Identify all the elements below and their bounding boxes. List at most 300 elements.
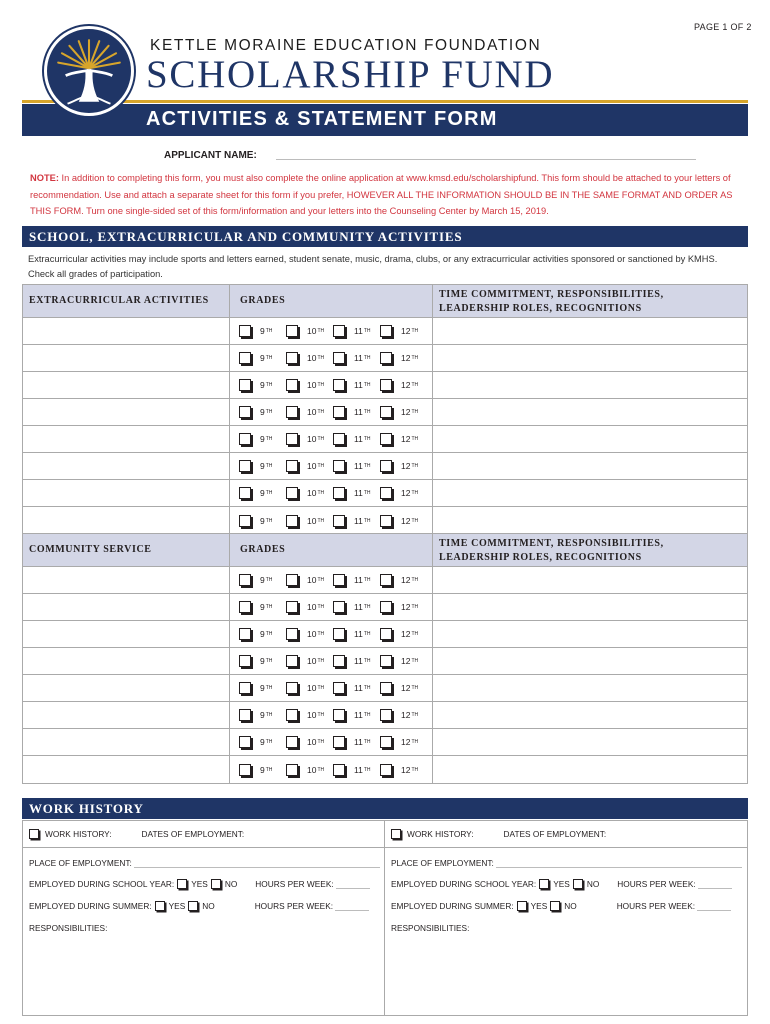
grade-option [380,736,427,748]
grades-cell [230,426,433,452]
grade-suffix: TH [317,355,325,361]
activity-name-cell[interactable] [23,480,230,506]
commitment-cell[interactable] [433,702,747,728]
activity-name-cell[interactable] [23,702,230,728]
grade-label: 10 [307,326,317,336]
grade-checkbox[interactable] [333,379,345,391]
grade-checkbox[interactable] [239,574,251,586]
grade-checkbox[interactable] [380,764,392,776]
grade-option [286,628,333,640]
hours-per-week-field[interactable] [697,902,731,911]
summer-label: EMPLOYED DURING SUMMER: [29,901,152,911]
grades-cell [230,480,433,506]
grade-suffix: TH [317,409,325,415]
form-title-bar [22,104,748,136]
grade-label: 9 [260,407,265,417]
grade-suffix: TH [265,517,273,524]
grade-checkbox[interactable] [286,406,298,418]
grade-option [286,709,333,721]
place-of-employment-field[interactable] [134,859,380,868]
hours-per-week-label: HOURS PER WEEK: [616,901,696,911]
grade-checkbox[interactable] [380,574,392,586]
grade-checkbox[interactable] [286,574,298,586]
activity-name-cell[interactable] [23,399,230,425]
grade-label: 11 [354,602,363,612]
grade-option [380,601,427,613]
commitment-cell[interactable] [433,345,747,371]
grade-checkbox[interactable] [380,460,392,472]
grade-option [286,764,333,776]
grade-label: 10 [307,353,317,363]
grades-cell [230,594,433,620]
grade-option [286,601,333,613]
grade-label: 9 [260,380,265,390]
grade-suffix: TH [265,631,273,637]
grade-label: 11 [354,575,363,585]
table-row [23,621,747,648]
grade-option [239,574,286,586]
activity-name-cell[interactable] [23,594,230,620]
grade-option [286,433,333,445]
grade-option [333,628,380,640]
applicant-name-field[interactable] [276,159,696,160]
grade-suffix: TH [265,490,273,496]
grade-label: 11 [354,515,363,526]
school-year-yes-checkbox[interactable] [539,879,549,889]
grade-suffix: TH [411,517,419,524]
commitment-cell[interactable] [433,648,747,674]
grade-suffix: TH [411,328,419,334]
table-row [23,372,747,399]
grade-option [380,487,427,499]
grade-option [239,764,286,776]
hours-per-week-field[interactable] [335,902,369,911]
yes-label: YES [191,879,208,889]
applicant-name-label: APPLICANT NAME: [164,150,257,161]
commitment-cell[interactable] [433,426,747,452]
grade-checkbox[interactable] [239,628,251,640]
grade-option [380,764,427,776]
summer-yes-checkbox[interactable] [517,901,527,911]
grade-label: 9 [260,629,265,639]
grade-option [380,406,427,418]
hours-per-week-label: HOURS PER WEEK: [617,879,696,889]
commitment-col-header [433,534,747,566]
commitment-cell[interactable] [433,621,747,647]
grade-suffix: TH [363,739,371,745]
grade-suffix: TH [411,658,419,664]
grade-suffix: TH [411,739,419,745]
grade-option [239,655,286,667]
grade-label: 10 [307,380,317,390]
grade-suffix: TH [317,604,325,610]
commitment-cell[interactable] [433,318,747,344]
summer-yes-checkbox[interactable] [155,901,165,911]
grade-label: 10 [307,710,317,720]
grade-checkbox[interactable] [239,736,251,748]
grade-checkbox[interactable] [333,736,345,748]
grades-col-header: GRADES [230,285,433,317]
commitment-cell[interactable] [433,480,747,506]
grade-label: 12 [401,602,411,612]
activity-name-cell[interactable] [23,729,230,755]
grade-checkbox[interactable] [333,709,345,721]
grade-label: 11 [354,737,363,747]
grade-suffix: TH [317,685,325,691]
school-year-no-checkbox[interactable] [211,879,221,889]
grade-label: 9 [260,656,265,666]
grade-option [333,601,380,613]
grade-label: 11 [354,353,363,363]
work-history-entry-2 [385,821,747,1015]
no-label: NO [202,901,215,911]
grade-checkbox[interactable] [380,709,392,721]
hours-per-week-field[interactable] [336,880,370,889]
table-row [23,453,747,480]
grade-label: 10 [307,656,317,666]
grade-suffix: TH [265,328,273,334]
grade-option [333,487,380,499]
table-row [23,648,747,675]
summer-label: EMPLOYED DURING SUMMER: [391,901,514,911]
grade-option [239,325,286,337]
grade-option [380,515,427,527]
grade-suffix: TH [411,766,419,773]
grade-checkbox[interactable] [333,406,345,418]
grade-option [333,515,380,527]
grade-option [286,379,333,391]
grades-cell [230,621,433,647]
grade-checkbox[interactable] [380,515,392,527]
grade-label: 12 [401,575,411,585]
grade-checkbox[interactable] [286,460,298,472]
grade-suffix: TH [265,658,273,664]
summer-no-checkbox[interactable] [550,901,560,911]
grade-checkbox[interactable] [286,325,298,337]
activity-name-cell[interactable] [23,567,230,593]
grade-checkbox[interactable] [286,433,298,445]
grade-checkbox[interactable] [239,764,251,776]
grade-checkbox[interactable] [380,628,392,640]
table-row [23,594,747,621]
commitment-cell[interactable] [433,594,747,620]
grade-option [333,764,380,776]
grade-option [380,433,427,445]
grade-option [239,460,286,472]
grade-checkbox[interactable] [286,515,298,527]
grade-label: 11 [354,326,363,336]
grade-suffix: TH [363,355,371,361]
extracurricular-col-header: EXTRACURRICULAR ACTIVITIES [23,285,230,317]
grade-label: 12 [401,737,411,747]
grade-checkbox[interactable] [239,460,251,472]
grade-label: 9 [260,488,265,498]
activity-name-cell[interactable] [23,648,230,674]
grade-checkbox[interactable] [286,655,298,667]
grade-option [239,682,286,694]
activity-name-cell[interactable] [23,756,230,783]
activity-name-cell[interactable] [23,426,230,452]
grades-cell [230,399,433,425]
grade-label: 11 [354,380,363,390]
grade-option [380,352,427,364]
divider [23,847,384,848]
grade-option [286,655,333,667]
grade-label: 10 [307,407,317,417]
hours-per-week-field[interactable] [698,880,732,889]
grade-checkbox[interactable] [333,601,345,613]
grade-checkbox[interactable] [239,655,251,667]
grade-label: 11 [354,764,363,775]
grade-checkbox[interactable] [239,433,251,445]
table-row [23,567,747,594]
work-history-label: WORK HISTORY: [407,829,474,839]
grade-label: 12 [401,764,411,775]
table-row [23,675,747,702]
grades-cell [230,729,433,755]
grade-checkbox[interactable] [380,325,392,337]
grade-option [380,709,427,721]
activity-name-cell[interactable] [23,372,230,398]
grade-label: 10 [307,575,317,585]
grade-option [239,406,286,418]
grade-suffix: TH [363,382,371,388]
grade-suffix: TH [363,685,371,691]
grade-suffix: TH [265,382,273,388]
table-row [23,729,747,756]
grade-option [239,601,286,613]
table-row [23,345,747,372]
grade-label: 10 [307,683,317,693]
grade-checkbox[interactable] [380,601,392,613]
grade-suffix: TH [317,328,325,334]
grade-option [333,709,380,721]
commitment-cell[interactable] [433,729,747,755]
grades-cell [230,567,433,593]
grade-checkbox[interactable] [239,709,251,721]
grade-checkbox[interactable] [333,352,345,364]
grade-checkbox[interactable] [380,655,392,667]
grade-suffix: TH [265,436,273,442]
work-history-checkbox[interactable] [391,829,401,839]
grade-checkbox[interactable] [239,352,251,364]
commitment-header-line2: LEADERSHIP ROLES, RECOGNITIONS [439,303,642,314]
dates-of-employment-label: DATES OF EMPLOYMENT: [503,829,607,839]
grade-checkbox[interactable] [286,628,298,640]
school-year-yes-checkbox[interactable] [177,879,187,889]
grade-checkbox[interactable] [286,709,298,721]
yes-label: YES [530,901,548,911]
work-history-entry-1 [23,821,385,1015]
commitment-cell[interactable] [433,399,747,425]
responsibilities-label: RESPONSIBILITIES: [29,923,108,933]
activity-name-cell[interactable] [23,675,230,701]
work-history-label: WORK HISTORY: [45,829,112,839]
note-label: NOTE: [30,173,59,183]
grade-checkbox[interactable] [333,325,345,337]
grade-checkbox[interactable] [333,487,345,499]
grade-suffix: TH [363,409,371,415]
grade-label: 10 [307,737,317,747]
grade-label: 9 [260,461,265,471]
grade-checkbox[interactable] [239,515,251,527]
commitment-col-header [433,285,747,317]
commitment-cell[interactable] [433,756,747,783]
fund-name: SCHOLARSHIP FUND [146,53,555,96]
dates-of-employment-label: DATES OF EMPLOYMENT: [141,829,245,839]
grade-label: 11 [354,656,363,666]
grade-label: 9 [260,575,265,585]
commitment-header-line1: TIME COMMITMENT, RESPONSIBILITIES, [439,289,664,300]
grade-checkbox[interactable] [333,682,345,694]
activities-intro: Extracurricular activities may include sports and letters earned, student senate, music, drama, clubs, or any extracurricular activities sponsored or sanctioned by KMHS. Check all grades of participation. [28,254,718,279]
place-of-employment-label: PLACE OF EMPLOYMENT: [391,858,494,868]
grade-checkbox[interactable] [239,682,251,694]
grade-label: 12 [401,710,411,720]
page-number: PAGE 1 OF 2 [694,22,752,32]
table-row [23,702,747,729]
no-label: NO [564,901,577,911]
responsibilities-label: RESPONSIBILITIES: [391,923,470,933]
summer-no-checkbox[interactable] [188,901,198,911]
grade-suffix: TH [317,577,325,583]
table-row [23,507,747,534]
grade-option [286,682,333,694]
grade-label: 10 [307,515,317,526]
grade-suffix: TH [363,490,371,496]
commitment-header-line1: TIME COMMITMENT, RESPONSIBILITIES, [439,538,664,549]
grade-suffix: TH [411,409,419,415]
grade-option [333,460,380,472]
grade-suffix: TH [317,517,325,524]
grade-checkbox[interactable] [380,406,392,418]
grade-label: 12 [401,407,411,417]
commitment-header-line2: LEADERSHIP ROLES, RECOGNITIONS [439,552,642,563]
grade-suffix: TH [411,712,419,718]
grade-checkbox[interactable] [239,601,251,613]
activity-name-cell[interactable] [23,621,230,647]
grade-checkbox[interactable] [333,433,345,445]
grade-option [333,325,380,337]
grade-suffix: TH [411,685,419,691]
activity-name-cell[interactable] [23,453,230,479]
grade-option [380,460,427,472]
grade-checkbox[interactable] [333,515,345,527]
grade-label: 11 [354,461,363,471]
grade-checkbox[interactable] [380,736,392,748]
grade-checkbox[interactable] [286,352,298,364]
grade-label: 11 [354,488,363,498]
tree-logo-icon [44,26,134,116]
grade-suffix: TH [265,766,273,773]
grade-checkbox[interactable] [286,487,298,499]
grade-checkbox[interactable] [333,764,345,776]
grade-label: 12 [401,515,411,526]
grade-option [333,433,380,445]
grade-suffix: TH [317,658,325,664]
grade-label: 9 [260,434,265,444]
grade-suffix: TH [363,463,371,469]
grade-label: 11 [354,683,363,693]
grade-option [286,406,333,418]
place-of-employment-field[interactable] [496,859,742,868]
grade-label: 10 [307,602,317,612]
grade-label: 9 [260,353,265,363]
grade-option [333,736,380,748]
grade-suffix: TH [363,517,371,524]
grade-label: 9 [260,683,265,693]
grade-checkbox[interactable] [239,325,251,337]
grade-checkbox[interactable] [286,764,298,776]
grade-checkbox[interactable] [380,352,392,364]
gold-divider [22,100,748,103]
grades-cell [230,345,433,371]
commitment-cell[interactable] [433,453,747,479]
school-year-no-checkbox[interactable] [573,879,583,889]
grade-suffix: TH [317,463,325,469]
grade-checkbox[interactable] [286,736,298,748]
grade-option [239,515,286,527]
grade-label: 10 [307,434,317,444]
table-header [23,285,747,318]
grade-label: 10 [307,488,317,498]
grade-checkbox[interactable] [239,487,251,499]
grade-checkbox[interactable] [286,682,298,694]
grade-suffix: TH [317,436,325,442]
grade-option [380,628,427,640]
grade-suffix: TH [317,490,325,496]
grade-suffix: TH [363,328,371,334]
grade-checkbox[interactable] [380,433,392,445]
grade-option [239,352,286,364]
work-history-checkbox[interactable] [29,829,39,839]
grade-suffix: TH [363,631,371,637]
activity-name-cell[interactable] [23,345,230,371]
grade-option [380,682,427,694]
grade-label: 9 [260,710,265,720]
grade-suffix: TH [411,631,419,637]
activity-name-cell[interactable] [23,318,230,344]
grade-checkbox[interactable] [239,379,251,391]
grade-label: 10 [307,629,317,639]
hours-per-week-label: HOURS PER WEEK: [254,901,334,911]
grade-suffix: TH [363,604,371,610]
grade-checkbox[interactable] [286,601,298,613]
grade-checkbox[interactable] [333,655,345,667]
grade-checkbox[interactable] [380,682,392,694]
grade-checkbox[interactable] [380,487,392,499]
grade-checkbox[interactable] [380,379,392,391]
grade-checkbox[interactable] [333,574,345,586]
grade-label: 11 [354,710,363,720]
table-row [23,399,747,426]
commitment-cell[interactable] [433,372,747,398]
grade-checkbox[interactable] [333,628,345,640]
commitment-cell[interactable] [433,507,747,534]
school-year-label: EMPLOYED DURING SCHOOL YEAR: [29,879,175,889]
grade-checkbox[interactable] [333,460,345,472]
activity-name-cell[interactable] [23,507,230,534]
commitment-cell[interactable] [433,567,747,593]
grade-checkbox[interactable] [286,379,298,391]
grade-label: 12 [401,326,411,336]
commitment-cell[interactable] [433,675,747,701]
grade-option [239,379,286,391]
grade-checkbox[interactable] [239,406,251,418]
no-label: NO [586,879,600,889]
grade-suffix: TH [317,631,325,637]
grade-label: 12 [401,461,411,471]
